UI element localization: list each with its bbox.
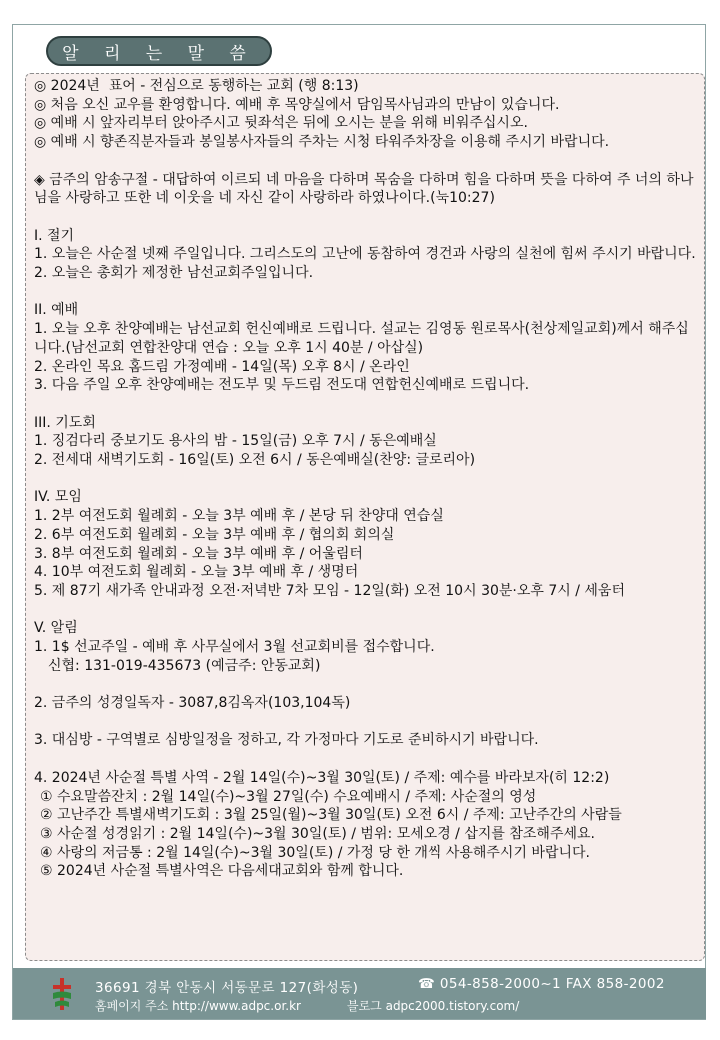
section-heading: III. 기도회 [34,414,96,431]
sub-item: ③ 사순절 성경읽기 : 2월 14일(수)~3월 30일(토) / 범위: 모세오경 / 삽지를 참조해주세요. [40,825,595,842]
list-item: 3. 다음 주일 오후 찬양예배는 전도부 및 두드림 전도대 연합헌신예배로 드립니다. [34,377,530,394]
list-item: 4. 2024년 사순절 특별 사역 - 2월 14일(수)~3월 30일(토) / 주제: 예수를 바라보자(히 12:2) [34,769,610,786]
list-item: 1. 오늘 오후 찬양예배는 남선교회 헌신예배로 드립니다. 설교는 김영동 원로목사(천상제일교회)께서 해주십니다.(남선교회 연합찬양대 연습 : 오늘 오후 1시 40분 / 아삽실) [34,321,689,356]
list-item: 2. 전세대 새벽기도회 - 16일(토) 오전 6시 / 동은예배실(찬양: 글로리아) [34,452,476,468]
list-item: 3. 8부 여전도회 월례회 - 오늘 3부 예배 후 / 어울림터 [34,545,363,562]
footer [13,968,706,1019]
notice-welcome: ◎ 처음 오신 교우를 환영합니다. 예배 후 목양실에서 담임목사님과의 만남이 있습니다. [34,96,560,113]
sub-item: ② 고난주간 특별새벽기도회 : 3월 25일(월)~3월 30일(토) 오전 6시 / 주제: 고난주간의 사람들 [40,807,622,824]
announcement-panel [25,73,705,961]
list-item: 5. 제 87기 새가족 안내과정 오전·저녁반 7차 모임 - 12일(화) 오전 10시 30분·오후 7시 / 세움터 [34,582,625,599]
notice-seating: ◎ 예배 시 앞자리부터 앉아주시고 뒷좌석은 뒤에 오시는 분을 위해 비워주십시오. [34,115,528,132]
sub-item: ① 수요말씀잔치 : 2월 14일(수)~3월 27일(수) 수요예배시 / 주제: 사순절의 영성 [40,788,537,805]
list-item: 2. 6부 여전도회 월례회 - 오늘 3부 예배 후 / 협의회 회의실 [34,526,395,543]
church-logo-icon [51,977,73,1011]
section-heading: I. 절기 [34,227,75,244]
notice-motto: ◎ 2024년 표어 - 전심으로 동행하는 교회 (행 8:13) [34,78,359,94]
notice-parking: ◎ 예배 시 향존직분자들과 봉일봉사자들의 주차는 시청 타워주차장을 이용해 주시기 바랍니다. [34,134,610,151]
list-item: 3. 대심방 - 구역별로 심방일정을 정하고, 각 가정마다 기도로 준비하시기 바랍니다. [34,732,539,749]
list-item: 1. 징검다리 중보기도 용사의 밤 - 15일(금) 오후 7시 / 동은예배실 [34,433,437,450]
section-heading: V. 알림 [34,620,78,637]
list-item: 1. 2부 여전도회 월례회 - 오늘 3부 예배 후 / 본당 뒤 찬양대 연습실 [34,508,444,525]
list-item: 1. 오늘은 사순절 넷째 주일입니다. 그리스도의 고난에 동참하여 경건과 사랑의 실천에 힘써 주시기 바랍니다. [34,246,696,263]
sub-item: ④ 사랑의 저금통 : 2월 14일(수)~3월 30일(토) / 가정 당 한 개씩 사용해주시기 바랍니다. [40,844,590,861]
list-item: 2. 금주의 성경일독자 - 3087,8김옥자(103,104독) [34,695,351,712]
list-item: 2. 오늘은 총회가 제정한 남선교회주일입니다. [34,265,314,281]
section-heading: IV. 모임 [34,489,82,506]
footer-phone: ☎ 054-858-2000~1 FAX 858-2002 [418,976,665,992]
account-info: 신협: 131-019-435673 (예금주: 안동교회) [48,657,321,674]
footer-homepage-link[interactable]: 홈페이지 주소 http://www.adpc.or.kr [95,999,301,1013]
memory-verse: ◈ 금주의 암송구절 - 대답하여 이르되 네 마음을 다하며 목숨을 다하며 힘을 다하며 뜻을 다하여 주 너의 하나님을 사랑하고 또한 네 이웃을 네 자신 같이 사랑하라 하였나이다.(눅10:27) [34,171,694,207]
list-item: 2. 온라인 목요 홈드림 가정예배 - 14일(목) 오후 8시 / 온라인 [34,358,410,375]
section-heading: II. 예배 [34,302,79,319]
footer-address: 36691 경북 안동시 서동문로 127(화성동) [95,980,359,996]
list-item: 4. 10부 여전도회 월례회 - 오늘 3부 예배 후 / 생명터 [34,564,359,581]
page-title: 알 리 는 말 씀 [46,36,272,66]
sub-item: ⑤ 2024년 사순절 특별사역은 다음세대교회와 함께 합니다. [40,863,404,880]
footer-blog-link[interactable]: 블로그 adpc2000.tistory.com/ [347,999,520,1013]
list-item: 1. 1$ 선교주일 - 예배 후 사무실에서 3월 선교회비를 접수합니다. [34,639,435,655]
